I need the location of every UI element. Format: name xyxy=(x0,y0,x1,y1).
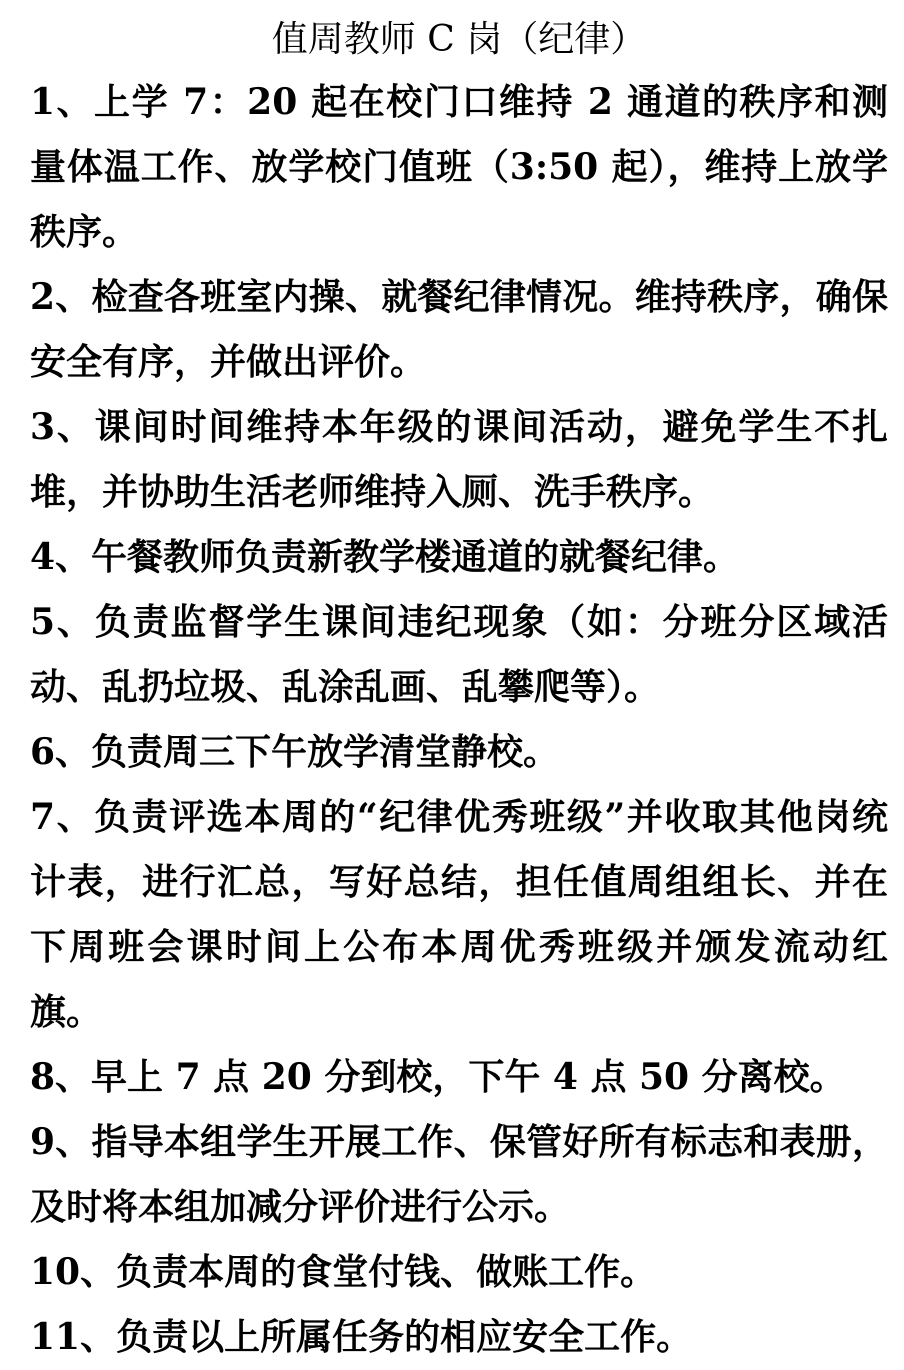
duty-item-6: 6、负责周三下午放学清堂静校。 xyxy=(30,731,560,773)
duty-item-7: 7、负责评选本周的“纪律优秀班级”并收取其他岗统计表，进行汇总，写好总结，担任值周组组长、并在下周班会课时间上公布本周优秀班级并颁发流动红旗。 xyxy=(30,796,888,1033)
duty-item-2: 2、检查各班室内操、就餐纪律情况。维持秩序，确保安全有序，并做出评价。 xyxy=(30,276,888,383)
duty-item-3: 3、课间时间维持本年级的课间活动，避免学生不扎堆，并协助生活老师维持入厕、洗手秩序。 xyxy=(30,406,888,513)
duty-item-1: 1、上学 7：20 起在校门口维持 2 通道的秩序和测量体温工作、放学校门值班（3:50 起），维持上放学秩序。 xyxy=(30,81,888,253)
duty-item-8: 8、早上 7 点 20 分到校，下午 4 点 50 分离校。 xyxy=(30,1056,846,1098)
duty-item-4: 4、午餐教师负责新教学楼通道的就餐纪律。 xyxy=(30,536,740,578)
duty-item-9: 9、指导本组学生开展工作、保管好所有标志和表册，及时将本组加减分评价进行公示。 xyxy=(30,1121,888,1228)
duty-item-11: 11、负责以上所属任务的相应安全工作。 xyxy=(30,1316,693,1358)
duty-list xyxy=(30,70,888,1370)
duty-item-10: 10、负责本周的食堂付钱、做账工作。 xyxy=(30,1251,657,1293)
duty-item-5: 5、负责监督学生课间违纪现象（如：分班分区域活动、乱扔垃圾、乱涂乱画、乱攀爬等）。 xyxy=(30,601,888,708)
document-title: 值周教师 C 岗（纪律） xyxy=(271,19,647,60)
